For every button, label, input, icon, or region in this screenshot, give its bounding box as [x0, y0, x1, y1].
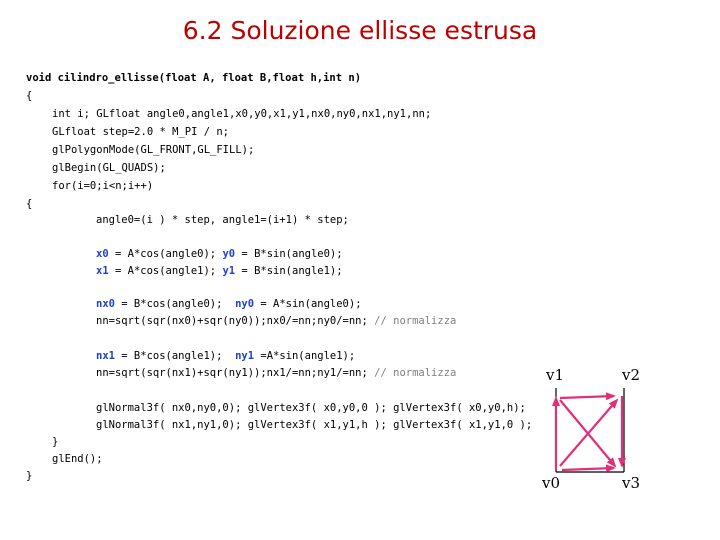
end-line: glEnd(); — [52, 453, 103, 465]
arrow-v1-v2 — [560, 396, 614, 398]
vertex0-line: glNormal3f( nx0,ny0,0); glVertex3f( x0,y0,0 ); glVertex3f( x0,y0,h); — [96, 402, 526, 414]
vertex-label-v0: v0 — [542, 474, 561, 492]
vertex-label-v1: v1 — [546, 366, 565, 384]
loop-close-brace: } — [52, 436, 59, 448]
close-brace: } — [26, 470, 33, 482]
vertex-label-v2: v2 — [622, 366, 641, 384]
begin-line: glBegin(GL_QUADS); — [52, 162, 166, 174]
x0-line: x0 = A*cos(angle0); y0 = B*sin(angle0); — [96, 248, 343, 260]
normalize1-line: nn=sqrt(sqr(nx1)+sqr(ny1));nx1/=nn;ny1/=nn; // normalizza — [96, 367, 457, 379]
nx1-line: nx1 = B*cos(angle1); ny1 =A*sin(angle1); — [96, 350, 356, 362]
x1-line: x1 = A*cos(angle1); y1 = B*sin(angle1); — [96, 265, 343, 277]
declaration-line: int i; GLfloat angle0,angle1,x0,y0,x1,y1,nx0,ny0,nx1,ny1,nn; — [52, 108, 432, 120]
arrow-v0-v3 — [562, 468, 614, 470]
function-signature: void cilindro_ellisse(float A, float B,float h,int n) — [26, 72, 362, 84]
open-brace: { — [26, 90, 33, 102]
nx0-line: nx0 = B*cos(angle0); ny0 = A*sin(angle0); — [96, 298, 362, 310]
loop-open-brace: { — [26, 198, 33, 210]
slide-title: 6.2 Soluzione ellisse estrusa — [182, 16, 538, 45]
vertex-label-v3: v3 — [622, 474, 641, 492]
angles-line: angle0=(i ) * step, angle1=(i+1) * step; — [96, 214, 349, 226]
polygon-mode-line: glPolygonMode(GL_FRONT,GL_FILL); — [52, 144, 255, 156]
normalize0-line: nn=sqrt(sqr(nx0)+sqr(ny0));nx0/=nn;ny0/=nn; // normalizza — [96, 315, 457, 327]
vertex1-line: glNormal3f( nx1,ny1,0); glVertex3f( x1,y1,h ); glVertex3f( x1,y1,0 ); — [96, 419, 533, 431]
for-line: for(i=0;i<n;i++) — [52, 180, 154, 192]
step-line: GLfloat step=2.0 * M_PI / n; — [52, 126, 230, 138]
